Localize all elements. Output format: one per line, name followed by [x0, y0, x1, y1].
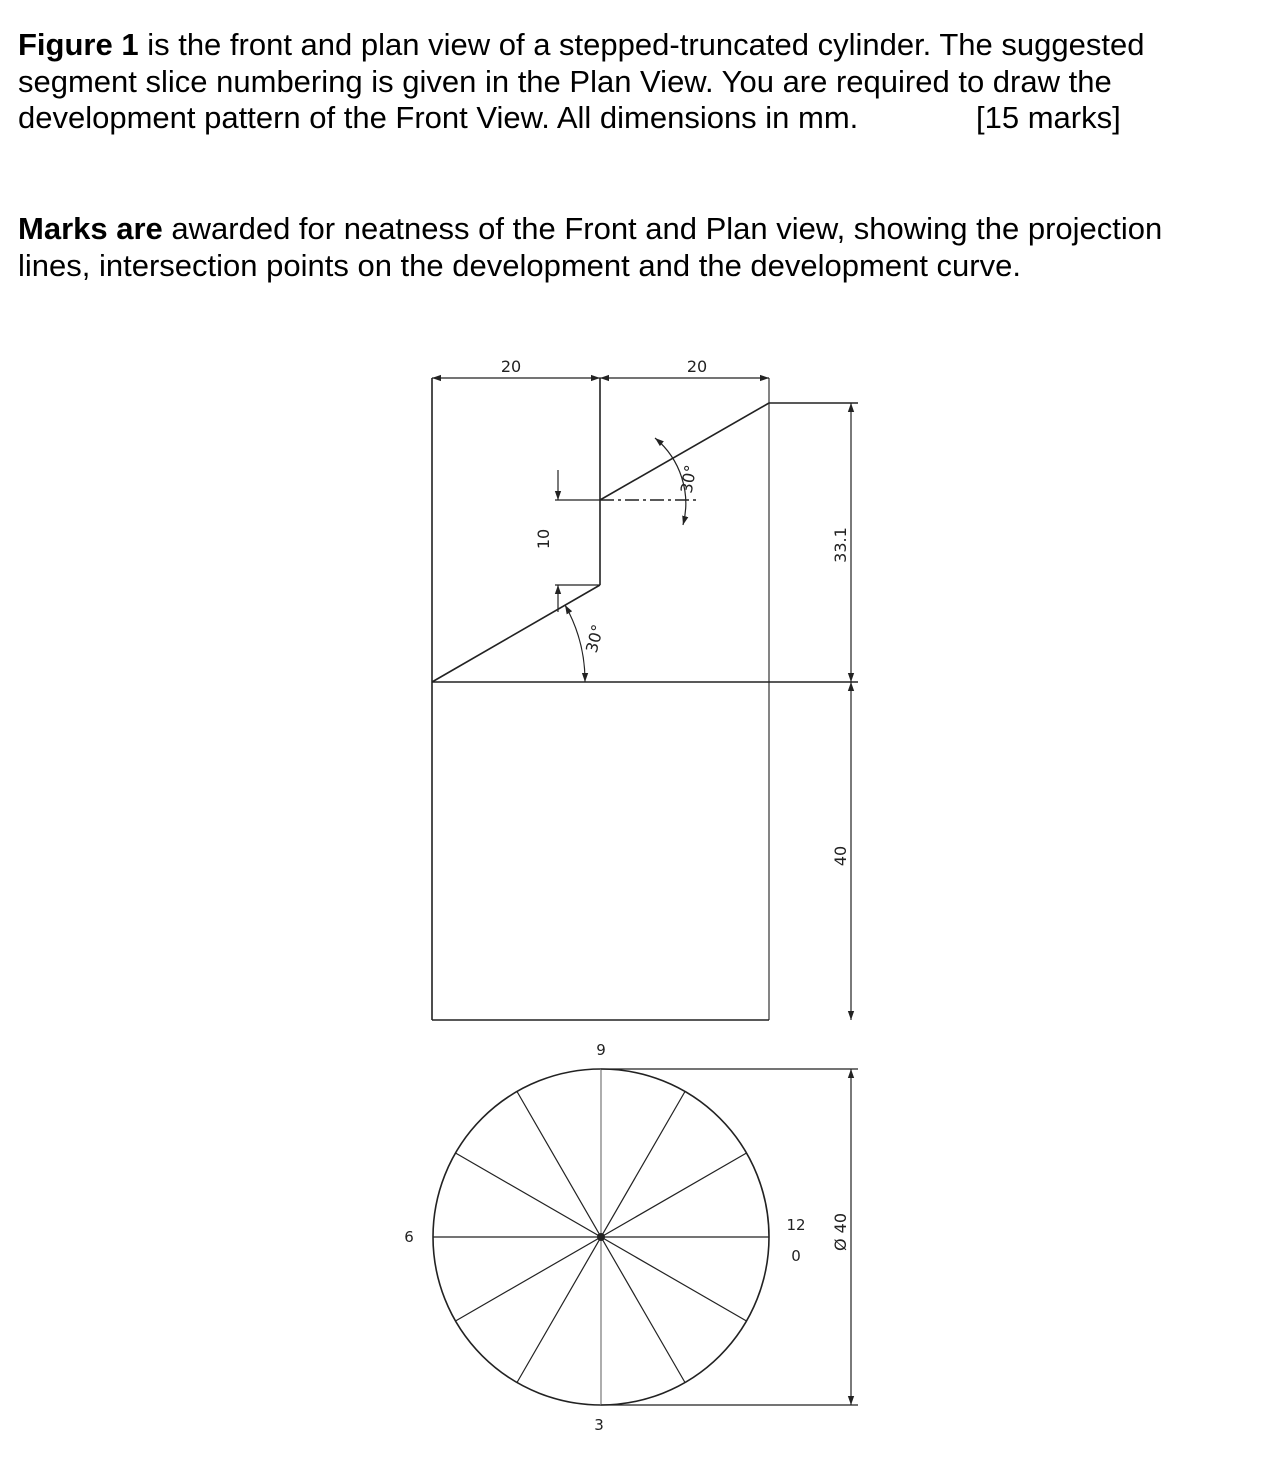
dim-text-angle-lower: 30° — [581, 622, 608, 655]
plan-label-top: 9 — [596, 1041, 606, 1059]
marks-are-lead: Marks are — [18, 211, 163, 246]
marks-label: [15 marks] — [976, 100, 1121, 135]
lower-angle-arc — [565, 605, 585, 682]
plan-label-right-lower: 0 — [791, 1247, 801, 1265]
dim-text-angle-upper: 30° — [676, 463, 701, 495]
marking-line-1: awarded for neatness of the Front and Plan view, showing the projection — [162, 211, 1163, 246]
question-line-3: development pattern of the Front View. All dimensions in mm. — [18, 100, 859, 135]
dim-text-step-height: 10 — [534, 528, 553, 550]
front-view — [432, 378, 858, 1020]
question-line-2: segment slice numbering is given in the Plan View. You are required to draw the — [18, 63, 1112, 99]
plan-label-bottom: 3 — [594, 1416, 604, 1434]
plan-centre-point — [597, 1233, 605, 1241]
dim-text-truncated-height: 33.1 — [831, 527, 850, 563]
plan-label-left: 6 — [404, 1228, 414, 1246]
lower-slant-edge — [432, 585, 600, 682]
dim-text-width-right: 20 — [686, 357, 708, 376]
plan-view — [433, 1069, 858, 1405]
dim-text-base-height: 40 — [831, 845, 850, 867]
question-line-1: is the front and plan view of a stepped-truncated cylinder. The suggested — [138, 27, 1145, 62]
figure-reference: Figure 1 — [18, 27, 139, 62]
dim-text-width-left: 20 — [500, 357, 522, 376]
marking-line-2: lines, intersection points on the development and the development curve. — [18, 247, 1021, 283]
dim-text-diameter: Ø 40 — [831, 1212, 850, 1252]
plan-label-right-upper: 12 — [786, 1216, 806, 1234]
